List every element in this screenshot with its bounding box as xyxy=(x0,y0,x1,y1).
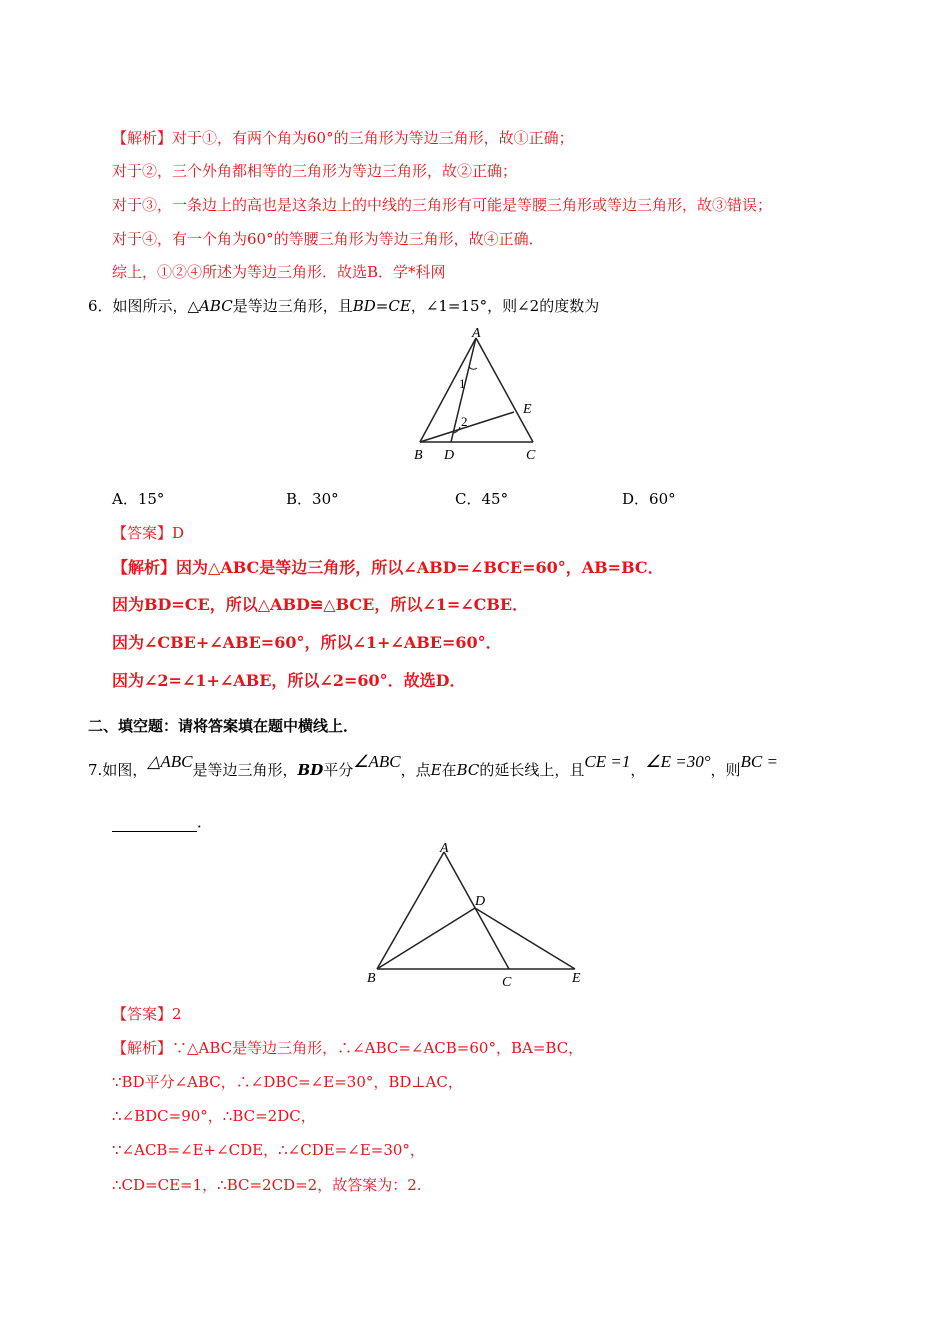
jiexi-tag: 【解析】 xyxy=(112,1039,173,1057)
q6-answer-value: D xyxy=(172,524,185,542)
q6-option-b[interactable]: B．30° xyxy=(286,490,339,508)
q5-solution-line-5: 综上，①②④所述为等边三角形．故选B．学*科网 xyxy=(112,263,446,281)
q7-math-abc: △ABC xyxy=(147,752,193,771)
q6-answer xyxy=(112,523,184,543)
q6-segment-ac xyxy=(476,338,533,442)
q7-stem-e: E xyxy=(430,761,442,779)
q5-solution-line-1 xyxy=(112,128,574,148)
jiexi-tag: 【解析】 xyxy=(112,129,173,147)
q6-solution-line-2: 因为BD=CE，所以△ABD≌△BCE，所以∠1=∠CBE． xyxy=(112,595,529,614)
q7-answer-blank[interactable] xyxy=(112,817,197,832)
q7-number: 7. xyxy=(88,761,103,779)
q7-stem-d: ，点 xyxy=(400,761,431,779)
q5-solution-line-2: 对于②，三个外角都相等的三角形为等边三角形，故②正确； xyxy=(112,162,518,180)
q7-stem-g: 的延长线上，且 xyxy=(479,761,585,779)
q7-segment-ab xyxy=(377,852,444,969)
q7-stem-a: 如图， xyxy=(102,761,148,779)
q7-figure xyxy=(360,838,600,993)
q6-option-a[interactable]: A．15° xyxy=(112,490,165,508)
q7-stem-bd: BD xyxy=(297,761,324,779)
q7-solution-line-2: ∵BD平分∠ABC，∴∠DBC=∠E=30°，BD⊥AC， xyxy=(112,1073,463,1091)
q6-label-angle2: 2 xyxy=(461,414,468,429)
q6-label-e: E xyxy=(523,402,532,417)
q7-sol1-text: ∵△ABC是等边三角形，∴∠ABC=∠ACB=60°，BA=BC， xyxy=(172,1039,584,1057)
q6-sol1-text: 因为△ABC是等边三角形，所以∠ABD=∠BCE=60°，AB=BC． xyxy=(176,558,664,577)
q7-solution-line-5: ∴CD=CE=1，∴BC=2CD=2，故答案为：2. xyxy=(112,1176,422,1194)
q7-stem-h: ，则 xyxy=(710,761,741,779)
q7-solution-line-3: ∴∠BDC=90°，∴BC=2DC， xyxy=(112,1107,316,1125)
q7-answer-value: 2 xyxy=(172,1005,182,1023)
answer-tag: 【答案】 xyxy=(112,1005,173,1023)
q7-answer xyxy=(112,1004,182,1024)
q7-label-b: B xyxy=(367,971,376,986)
section-2-title: 二、填空题：请将答案填在题中横线上． xyxy=(88,717,359,735)
q6-angle1-arc xyxy=(469,367,477,369)
q7-answer-blank-line xyxy=(112,812,212,832)
q6-option-c[interactable]: C．45° xyxy=(455,490,509,508)
q5-solution-line-3: 对于③，一条边上的高也是这条边上的中线的三角形有可能是等腰三角形或等边三角形，故③错误； xyxy=(112,196,773,214)
q7-solution-line-1 xyxy=(112,1038,583,1058)
q7-math-angle-abc: ∠ABC xyxy=(353,752,401,771)
q6-label-a: A xyxy=(472,326,481,341)
q6-label-c: C xyxy=(526,448,536,463)
q6-figure xyxy=(400,325,560,470)
q6-option-d[interactable]: D．60° xyxy=(622,490,676,508)
q7-label-e: E xyxy=(572,971,581,986)
q7-segment-ac xyxy=(444,852,509,969)
q6-stem-abc: ABC xyxy=(199,297,233,315)
answer-tag: 【答案】 xyxy=(112,524,173,542)
q6-stem-eq: = xyxy=(375,297,389,315)
q6-stem xyxy=(88,296,599,316)
q6-stem-c: ，∠1=15°，则∠2的度数为 xyxy=(410,297,600,315)
q5-solution-line-4: 对于④，有一个角为60°的等腰三角形为等边三角形，故④正确． xyxy=(112,230,544,248)
q6-label-d: D xyxy=(444,448,455,463)
q7-segment-bd xyxy=(377,908,475,969)
q6-solution-line-4: 因为∠2=∠1+∠ABE，所以∠2=60°．故选D． xyxy=(112,671,466,690)
q6-label-b: B xyxy=(414,448,423,463)
q6-stem-a: 如图所示，△ xyxy=(112,297,200,315)
q7-stem-b: 是等边三角形， xyxy=(192,761,298,779)
q7-solution-line-4: ∵∠ACB=∠E+∠CDE，∴∠CDE=∠E=30°， xyxy=(112,1141,425,1159)
q7-blank-end: ． xyxy=(197,813,213,831)
q7-stem-c: 平分 xyxy=(323,761,354,779)
q6-stem-ce: CE xyxy=(388,297,411,315)
q7-label-a: A xyxy=(440,841,449,856)
q6-stem-b: 是等边三角形，且 xyxy=(232,297,353,315)
q6-label-angle1: 1 xyxy=(459,376,466,391)
q7-stem-f: 在 xyxy=(441,761,457,779)
q7-comma: ， xyxy=(630,761,646,779)
q6-solution-line-1 xyxy=(112,558,664,578)
q6-stem-bd: BD xyxy=(352,297,376,315)
q7-label-c: C xyxy=(502,975,512,990)
q7-label-d: D xyxy=(475,894,486,909)
q7-math-ce: CE =1 xyxy=(584,752,631,771)
q7-segment-de xyxy=(475,908,575,969)
q7-stem-bc: BC xyxy=(456,761,480,779)
q7-math-bc: BC = xyxy=(740,752,778,771)
q6-number: 6． xyxy=(88,297,113,315)
q7-stem xyxy=(88,752,778,780)
q5-line1-text: 对于①，有两个角为60°的三角形为等边三角形，故①正确； xyxy=(172,129,574,147)
jiexi-tag: 【解析】 xyxy=(112,558,177,577)
q7-math-angle-e: ∠E =30° xyxy=(645,752,711,771)
q6-solution-line-3: 因为∠CBE+∠ABE=60°，所以∠1+∠ABE=60°． xyxy=(112,633,502,652)
